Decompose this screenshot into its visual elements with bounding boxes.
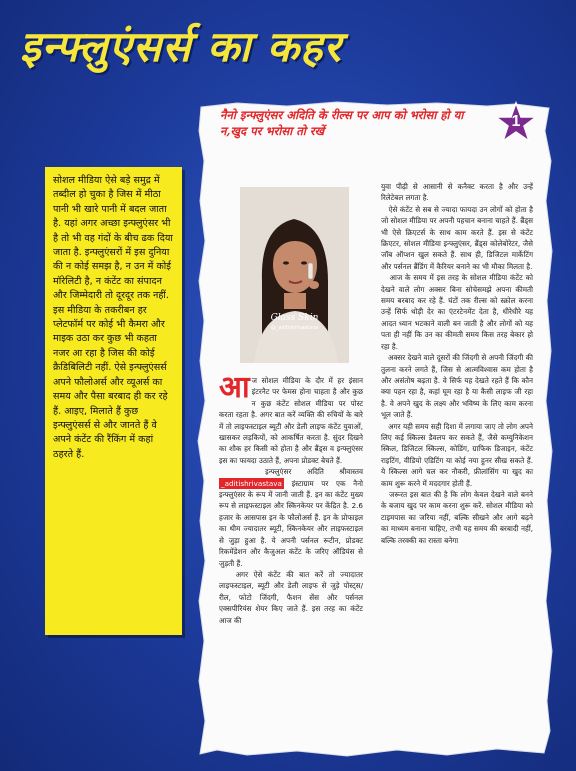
article-paragraph (219, 569, 363, 626)
intro-sidebar (45, 167, 182, 635)
article-paragraph (219, 466, 363, 569)
article-paragraph-text: जरूरत इस बात की है कि लोग केवल देखने वाले बनने के बजाय खुद पर काम करना शुरू करें. सोशल मीडिया को टाइमपास का जरिया नहीं, बल्कि सीखने और आगे बढ़ने का माध्यम बनाना चाहिए, तभी यह समय की बरबादी नहीं, बल्कि तरक्की का रास्ता बनेगा (381, 489, 533, 545)
article-paragraph (381, 352, 533, 420)
article-panel (197, 101, 554, 758)
influencer-photo (240, 187, 349, 363)
article-paragraph (381, 204, 533, 272)
intro-sidebar-text: सोशल मीडिया ऐसे बड़े समुद्र में तब्दील हो चुका है जिस में मीठा पानी भी खारे पानी में बदल जाता है. यहां अगर अच्छा इन्फ्लुएंसर भी है तो भी वह गंदों के बीच ढक दिया जाता है. इन्फ्लुएंसरों में इस दुनिया की न कोई समझ है, न उन में कोई मॉरेलिटी है, न कंटेंट का संपादन और जिम्मेदारी तो दूरदूर तक नहीं. इस मीडिया के तकरीबन हर प्लेटफॉर्म पर कोई भी कैमरा और माइक उठा कर कुछ भी कहता नजर आ रहा है जिस की कोई क्रैडिबिलिटी नहीं. ऐसे इन्फ्लुएंसर्स अपने फौलोअर्स और व्यूअर्स का समय और पैसा बरबाद ही कर रहे हैं. आइए, मिलाते हैं कुछ इन्फ्लुएंसर्स से और जानते हैं वे अपने कंटेंट की रैंकिंग में कहां ठहरते हैं. (53, 175, 173, 460)
photo-watermark-title: Glass Skin (270, 313, 319, 323)
article-paragraph (381, 489, 533, 546)
article-paragraph-text: ऐसे कंटेंट से सब से ज्यादा फायदा उन लोगों को होता है जो सोशल मीडिया पर अपनी पहचान बनाना चाहते हैं. ब्रैंड्स भी ऐसे क्रिएटर्स के साथ काम करते हैं. इस से कंटेंट क्रिएटर, सोशल मीडिया इन्फ्लुएंसर, ब्रैंड्स कोलेबोरेटर, जैसे जॉब ऑप्शन खुल सकते हैं. साथ ही, डिजिटल मार्केटिंग और पर्सनल ब्रैंडिंग में कैरियर बनाने का भी मौका मिलता है. (381, 204, 534, 271)
page-headline: इन्फ्लुएंसर्स का कहर (20, 22, 342, 71)
article-paragraph (219, 370, 363, 466)
article-paragraph-text: अक्सर देखने वाले दूसरों की जिंदगी से अपनी जिंदगी की तुलना करने लगते हैं, जिस से आत्मविश्वास कम होता है और असंतोष बढ़ता है. वे सिर्फ यह देखते रहते हैं कि कौन क्या पहन रहा है, कहां घूम रहा है या कैसी लाइफ जी रहा है. वे अपने खुद के लक्ष्य और भविष्य के लिए काम करना भूल जाते हैं. (381, 353, 533, 420)
article-paragraph-text: इंस्टाग्राम पर एक नैनो इन्फ्लुएंसर के रूप में जानी जाती हैं. इन का कंटेंट मुख्य रूप से लाइफस्टाइल और स्किनकेयर पर केंद्रित है. 2.6 हजार के आसपास इन के फौलोअर्स हैं. इन के प्रोफाइल का थीम ज्यादातर ब्यूटी, स्किनकेयर और लाइफस्टाइल से जुड़ा हुआ है. ये अपनी पर्सनल रूटीन, प्रोडक्ट रिकमेंडेशन और कैजुअल कंटेंट के जरिए ऑडियंस से जुड़ती हैं. (219, 478, 363, 568)
article-paragraph-text: इन्फ्लुएंसर अदिति श्रीवास्तव (265, 467, 363, 477)
article-right-column (381, 181, 533, 546)
drop-cap: आ (219, 370, 250, 405)
influencer-portrait (240, 187, 349, 363)
article-paragraph: युवा पीढ़ी से आसानी से कनैक्ट करता है और उन्हें रिलेटेबल लगता है. (381, 182, 533, 203)
article-paragraph (381, 421, 533, 489)
article-subheadline: नैनो इन्फ्लुएंसर अदिति के रील्स पर आप को भरोसा हो या न,खुद पर भरोसा तो रखें (220, 108, 464, 138)
article-left-column (219, 370, 363, 626)
photo-watermark-handle: @_aditishrivastava (270, 325, 319, 331)
page-number-badge (493, 101, 539, 147)
article-paragraph (381, 272, 533, 352)
page-number: 1 (511, 113, 521, 130)
article-paragraph-text: अगर यही समय सही दिशा में लगाया जाए तो लोग अपने लिए कई स्किल्स डैवलप कर सकते हैं, जैसे कम्युनिकेशन स्किल, डिजिटल स्किल्स, कोडिंग, ग्राफिक डिजाइन, कंटेंट राइटिंग, वीडियो एडिटिंग या कोई नया हुनर सीख सकते हैं. ये स्किल्स आगे चल कर नौकरी, फ्रीलांसिंग या खुद का काम शुरू करने में मददगार होती हैं. (381, 421, 533, 488)
instagram-handle: _aditishrivastava (221, 478, 282, 488)
article-paragraph-text: ज सोशल मीडिया के दौर में हर इंसान इंटरनैट पर फेमस होना चाहता है और कुछ न कुछ कंटेंट सोशल मीडिया पर पोस्ट करता रहता है. अगर बात करें व्यक्ति की रुचियों के बारे में तो लाइफस्टाइल ब्यूटी और डेली लाइफ कंटेंट युवाओं, खासकर लड़कियों, को आकर्षित करता है. सुंदर दिखने का शौक हर किसी को होता है और ब्रैंड्स व इन्फ्लुएंसर इस का फायदा उठाते हैं, अपना प्रोडक्ट बेचते हैं. (219, 376, 363, 465)
article-paragraph-text: अगर ऐसे कंटेंट की बात करें तो ज्यादातर लाइफस्टाइल, ब्यूटी और डेली लाइफ से जुड़े पोस्ट्स/रील, फोटो जिंदगी, फैशन सेंस और पर्सनल एक्सपीरियंस शेयर किए जाते हैं. इस तरह का कंटेंट आज की (219, 569, 363, 625)
article-paragraph-text: आज के समय में इस तरह के सोशल मीडिया कंटेंट को देखने वाले लोग अक्सर बिना सोचेसमझे अपना कीमती समय बरबाद कर रहे हैं. घंटों तक रील्स को स्क्रोल करना उन्हें सिर्फ थोड़ी देर का एंटरटेनमेंट देता है, धीरेधीरे यह आदत ध्यान भटकाने वाली बन जाती है और लोगों को यह पता ही नहीं कि उन का कीमती समय किस तरह बेकार हो रहा है. (381, 273, 533, 351)
